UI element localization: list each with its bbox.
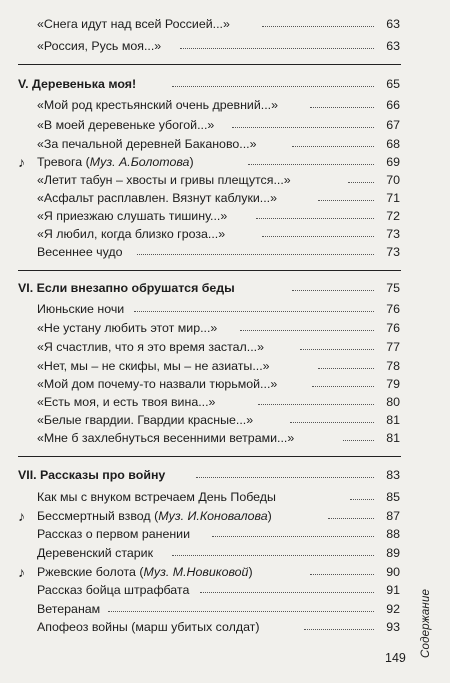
toc-entry-page: 80 (386, 395, 400, 409)
leader-dots (318, 368, 374, 369)
toc-entry (0, 299, 400, 319)
toc-entry-title: «Мой род крестьянский очень древний...» (37, 98, 278, 112)
toc-entry-title: Ржевские болота (Муз. М.Новиковой) (37, 565, 253, 579)
toc-entry-page: 76 (386, 302, 400, 316)
toc-entry-page: 71 (386, 191, 400, 205)
toc-entry-title: Тревога (Муз. А.Болотова) (37, 155, 194, 169)
music-note-icon: ♪ (18, 564, 25, 580)
leader-dots (134, 311, 374, 312)
toc-entry-page: 68 (386, 137, 400, 151)
toc-entry-page: 81 (386, 431, 400, 445)
leader-dots (240, 330, 374, 331)
toc-entry-title: Ветеранам (37, 602, 101, 616)
toc-entry (0, 617, 400, 637)
toc-entry (0, 428, 400, 448)
music-note-icon: ♪ (18, 508, 25, 524)
leader-dots (180, 48, 374, 49)
toc-entry-page: 92 (386, 602, 400, 616)
toc-entry-page: 63 (386, 39, 400, 53)
toc-entry-page: 85 (386, 490, 400, 504)
toc-entry (0, 599, 400, 619)
toc-entry-page: 76 (386, 321, 400, 335)
section-divider (18, 270, 401, 271)
toc-entry-title: «Мой дом почему-то назвали тюрьмой...» (37, 377, 278, 391)
toc-entry-title: Как мы с внуком встречаем День Победы (37, 490, 276, 504)
toc-entry-title: «В моей деревеньке убогой...» (37, 118, 215, 132)
toc-entry-page: 67 (386, 118, 400, 132)
leader-dots (343, 440, 374, 441)
leader-dots (248, 164, 374, 165)
toc-entry-page: 93 (386, 620, 400, 634)
toc-entry (0, 170, 400, 190)
toc-entry (0, 115, 400, 135)
toc-entry-page: 63 (386, 17, 400, 31)
toc-entry (0, 224, 400, 244)
toc-entry (0, 374, 400, 394)
leader-dots (108, 611, 374, 612)
composer: Муз. А.Болотова (89, 155, 190, 169)
toc-entry-page: 79 (386, 377, 400, 391)
toc-entry-title: «Не устану любить этот мир...» (37, 321, 218, 335)
toc-entry (0, 318, 400, 338)
leader-dots (212, 536, 374, 537)
toc-entry-page: 73 (386, 245, 400, 259)
toc-entry-music (0, 562, 400, 582)
toc-entry-title: Апофеоз войны (марш убитых солдат) (37, 620, 260, 634)
leader-dots (200, 592, 374, 593)
toc-entry-title: «Белые гвардии. Гвардии красные...» (37, 413, 254, 427)
toc-entry (0, 337, 400, 357)
leader-dots (232, 127, 374, 128)
leader-dots (137, 254, 374, 255)
leader-dots (310, 107, 374, 108)
toc-entry-page: 88 (386, 527, 400, 541)
leader-dots (348, 182, 374, 183)
section-page: 65 (386, 77, 400, 91)
section-divider (18, 64, 401, 65)
toc-entry-title: «За печальной деревней Баканово...» (37, 137, 257, 151)
toc-entry-title: «Я счастлив, что я это время застал...» (37, 340, 264, 354)
leader-dots (350, 499, 374, 500)
leader-dots (172, 86, 374, 87)
toc-entry (0, 524, 400, 544)
toc-entry (0, 14, 400, 34)
toc-entry-title: «Я приезжаю слушать тишину...» (37, 209, 228, 223)
toc-entry-page: 66 (386, 98, 400, 112)
toc-entry-page: 87 (386, 509, 400, 523)
leader-dots (318, 200, 374, 201)
section-heading (0, 278, 400, 298)
leader-dots (304, 629, 374, 630)
leader-dots (300, 349, 374, 350)
toc-entry-title: Бессмертный взвод (Муз. И.Коновалова) (37, 509, 272, 523)
toc-entry (0, 95, 400, 115)
section-title: VII. Рассказы про войну (18, 468, 166, 482)
toc-entry-title: «Летит табун – хвосты и гривы плещутся...» (37, 173, 291, 187)
toc-entry-title: Июньские ночи (37, 302, 125, 316)
toc-entry-title: Весеннее чудо (37, 245, 123, 259)
toc-entry (0, 356, 400, 376)
composer: Муз. И.Коновалова (158, 509, 268, 523)
leader-dots (290, 422, 374, 423)
toc-entry (0, 36, 400, 56)
leader-dots (172, 555, 374, 556)
toc-entry-music (0, 506, 400, 526)
leader-dots (262, 26, 374, 27)
side-running-head: Содержание (420, 588, 432, 658)
leader-dots (292, 146, 374, 147)
leader-dots (196, 477, 374, 478)
toc-entry (0, 188, 400, 208)
toc-entry-music (0, 152, 400, 172)
toc-entry-title: Рассказ о первом ранении (37, 527, 191, 541)
toc-entry-title: «Есть моя, и есть твоя вина...» (37, 395, 216, 409)
toc-entry-page: 81 (386, 413, 400, 427)
leader-dots (328, 518, 374, 519)
toc-entry-page: 72 (386, 209, 400, 223)
toc-entry-page: 89 (386, 546, 400, 560)
music-note-icon: ♪ (18, 154, 25, 170)
toc-entry-page: 70 (386, 173, 400, 187)
toc-entry-title: «Мне б захлебнуться весенними ветрами...» (37, 431, 295, 445)
toc-entry-page: 69 (386, 155, 400, 169)
leader-dots (292, 290, 374, 291)
toc-entry (0, 410, 400, 430)
leader-dots (310, 574, 374, 575)
toc-entry (0, 543, 400, 563)
page-number: 149 (385, 651, 406, 665)
toc-entry-title: Деревенский старик (37, 546, 153, 560)
toc-entry-page: 73 (386, 227, 400, 241)
toc-entry-title: «Снега идут над всей Россией...» (37, 17, 230, 31)
section-divider (18, 456, 401, 457)
toc-entry-page: 78 (386, 359, 400, 373)
toc-entry (0, 580, 400, 600)
section-page: 75 (386, 281, 400, 295)
toc-entry-title: «Нет, мы – не скифы, мы – не азиаты...» (37, 359, 270, 373)
toc-entry-page: 77 (386, 340, 400, 354)
composer: Муз. М.Новиковой (143, 565, 249, 579)
leader-dots (262, 236, 374, 237)
toc-entry-title: «Я любил, когда близко гроза...» (37, 227, 226, 241)
toc-entry-page: 91 (386, 583, 400, 597)
leader-dots (256, 218, 374, 219)
leader-dots (258, 404, 374, 405)
section-heading (0, 74, 400, 94)
toc-entry-title: «Асфальт расплавлен. Вязнут каблуки...» (37, 191, 278, 205)
leader-dots (312, 386, 374, 387)
toc-entry (0, 392, 400, 412)
section-page: 83 (386, 468, 400, 482)
section-heading (0, 465, 400, 485)
toc-entry-title: «Россия, Русь моя...» (37, 39, 162, 53)
toc-entry (0, 134, 400, 154)
section-title: V. Деревенька моя! (18, 77, 137, 91)
toc-entry (0, 242, 400, 262)
toc-entry-page: 90 (386, 565, 400, 579)
toc-entry (0, 206, 400, 226)
section-title: VI. Если внезапно обрушатся беды (18, 281, 235, 295)
toc-entry (0, 487, 400, 507)
toc-entry-title: Рассказ бойца штрафбата (37, 583, 190, 597)
